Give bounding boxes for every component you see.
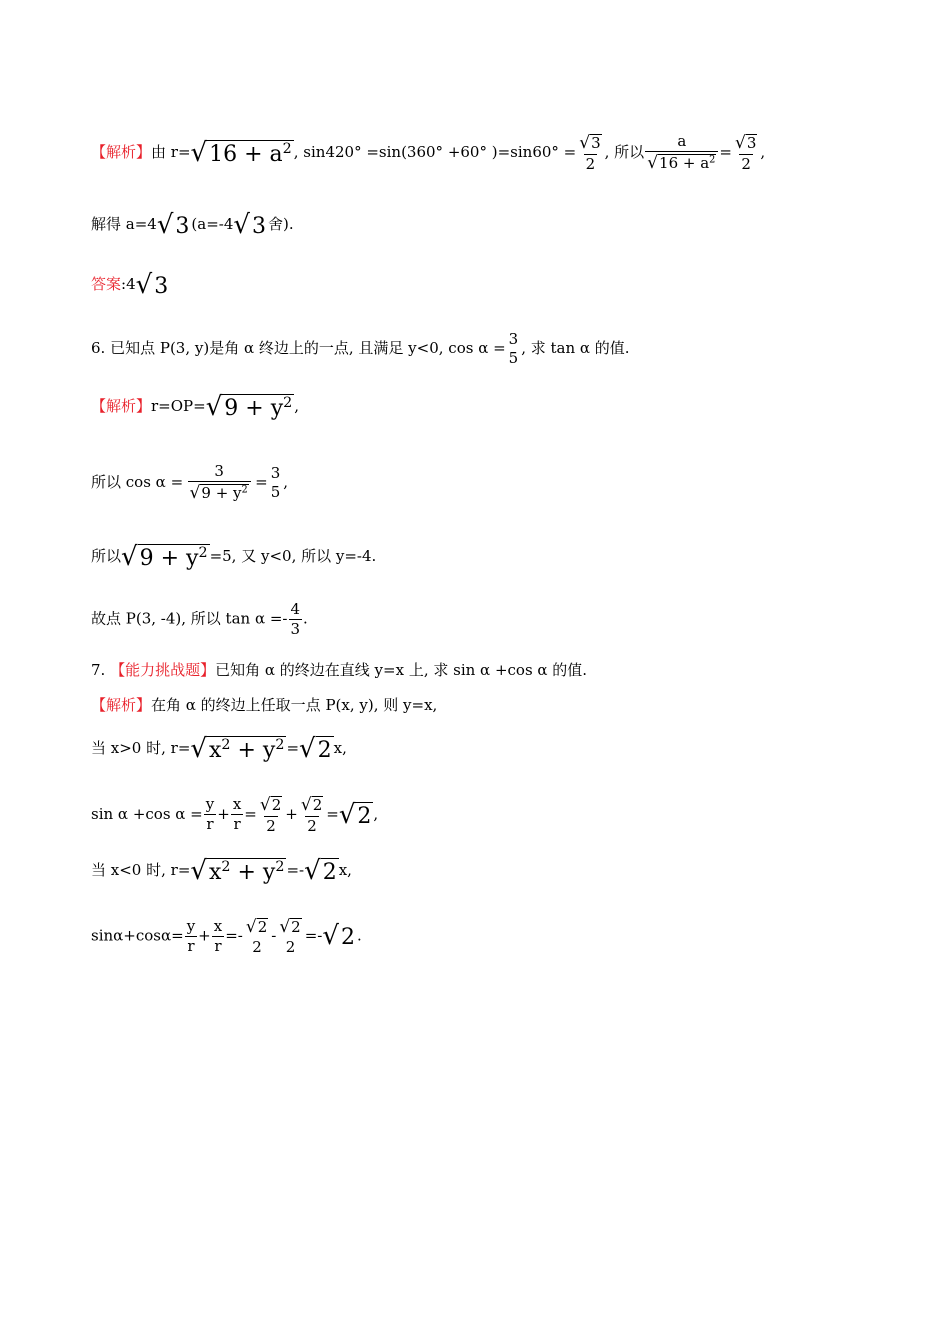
sqrt: √ 2: [304, 856, 337, 887]
text: =: [719, 142, 732, 161]
text: r=OP=: [151, 397, 206, 416]
text: x,: [338, 861, 352, 880]
sqrt: √ $x^2 + y^2$: [190, 856, 285, 887]
sqrt: √ $16 + a^2$: [190, 137, 292, 168]
solution-7-line-5: sinα+cosα= $\frac{y}{r}$ + $\frac{x}{r}$ =- √ 2 2 - √ 2 2 =- √ 2 .: [91, 916, 362, 956]
fraction: 3 √ $9 + y^2$: [184, 464, 254, 502]
text: 所以: [91, 547, 122, 566]
solution-6-line-1: [91, 392, 300, 423]
text: 6. 已知点 P(3, y)是角 α 终边上的一点, 且满足 y<0, cos α =: [91, 339, 506, 357]
sqrt: √ 2: [299, 734, 332, 765]
text: 故点 P(3, -4), 所以 tan α =-: [91, 609, 288, 628]
sqrt: √ $x^2 + y^2$: [190, 734, 285, 765]
answer-tag: 答案: [91, 275, 122, 294]
text: 7.: [91, 661, 111, 679]
radicand: 16 + a: [209, 141, 283, 167]
solution-7-line-4: [91, 856, 352, 887]
text: 在角 α 的终边上任取一点 P(x, y), 则 y=x,: [151, 696, 438, 714]
text: sin α +cos α =: [91, 804, 203, 823]
text: =-: [286, 861, 305, 880]
text: ,: [283, 472, 289, 491]
text: 由 r=: [151, 142, 191, 161]
fraction: 3 5: [508, 330, 519, 367]
fraction: $\frac{y}{r}$: [205, 795, 215, 834]
fraction: $\frac{x}{r}$: [213, 916, 223, 955]
text: .: [356, 926, 362, 945]
sqrt: √ $16 + a^2$: [647, 152, 716, 173]
text: ,: [760, 142, 766, 161]
fraction: √ 2 2: [245, 916, 268, 956]
problem-6: [91, 332, 630, 366]
text: :4: [121, 275, 136, 294]
denominator: 2: [741, 154, 751, 173]
text: 舍).: [267, 215, 294, 234]
text: , sin420° =sin(360° +60° )=sin60° =: [293, 142, 577, 161]
solution-7-line-2: [91, 734, 347, 765]
fraction: 3 5: [270, 463, 281, 501]
fraction: $\frac{y}{r}$: [186, 916, 196, 955]
text: ,: [373, 804, 379, 823]
text: 已知角 α 的终边在直线 y=x 上, 求 sin α +cos α 的值.: [215, 661, 588, 679]
fraction: √ 2 2: [279, 916, 301, 956]
solution-line-1: [91, 134, 765, 172]
numerator: a: [677, 132, 687, 150]
fraction: √ 2 2: [300, 794, 323, 835]
sqrt: √ $9 + y^2$: [189, 482, 248, 503]
denominator: 2: [585, 154, 596, 173]
fraction: [577, 134, 603, 172]
fraction: [645, 134, 718, 172]
fraction: $\frac{x}{r}$: [232, 795, 242, 834]
text: 解得 a=4: [91, 215, 157, 234]
sqrt: √ 3: [233, 210, 266, 241]
sqrt: √ $9 + y^2$: [205, 392, 293, 423]
answer-line: [91, 270, 170, 301]
solution-line-2: [91, 210, 294, 241]
sqrt: √ $9 + y^2$: [121, 542, 208, 573]
text: (a=-4: [191, 215, 234, 234]
text: x,: [333, 739, 347, 758]
text: =5, 又 y<0, 所以 y=-4.: [209, 547, 377, 566]
solution-6-line-4: [91, 602, 308, 637]
sqrt: √ 3: [734, 132, 757, 153]
solution-7-line-3: sin α +cos α = $\frac{y}{r}$ + $\frac{x}{r}$ = √ 2 2 + √ 2 2 = √ 2 ,: [91, 794, 379, 835]
text: , 所以: [604, 142, 645, 161]
analysis-tag: 【解析】: [91, 142, 152, 161]
solution-6-line-2: [91, 464, 288, 502]
text: , 求 tan α 的值.: [521, 339, 630, 357]
sqrt: √ 3: [579, 132, 601, 153]
text: =: [255, 472, 268, 491]
text: .: [303, 609, 308, 628]
fraction: √ 2 2: [259, 794, 282, 835]
text: 当 x>0 时, r=: [91, 739, 191, 758]
analysis-tag: 【解析】: [91, 696, 152, 714]
fraction: $\frac{4}{3}$: [290, 600, 301, 638]
sqrt: √ 3: [156, 210, 190, 241]
sqrt: √ 2: [338, 799, 372, 830]
text: =: [286, 739, 300, 758]
text: sinα+cosα=: [91, 926, 184, 945]
exponent: 2: [282, 140, 292, 157]
challenge-tag: 【能力挑战题】: [110, 661, 216, 679]
solution-7-line-1: [91, 698, 437, 713]
solution-6-line-3: [91, 542, 377, 573]
analysis-tag: 【解析】: [91, 397, 152, 416]
fraction: [733, 134, 759, 172]
sqrt: √ 2: [322, 921, 355, 952]
text: ,: [294, 397, 300, 416]
text: 所以 cos α =: [91, 472, 184, 491]
text: 当 x<0 时, r=: [91, 861, 191, 880]
problem-7: [91, 663, 587, 678]
sqrt: √ 3: [135, 270, 169, 301]
